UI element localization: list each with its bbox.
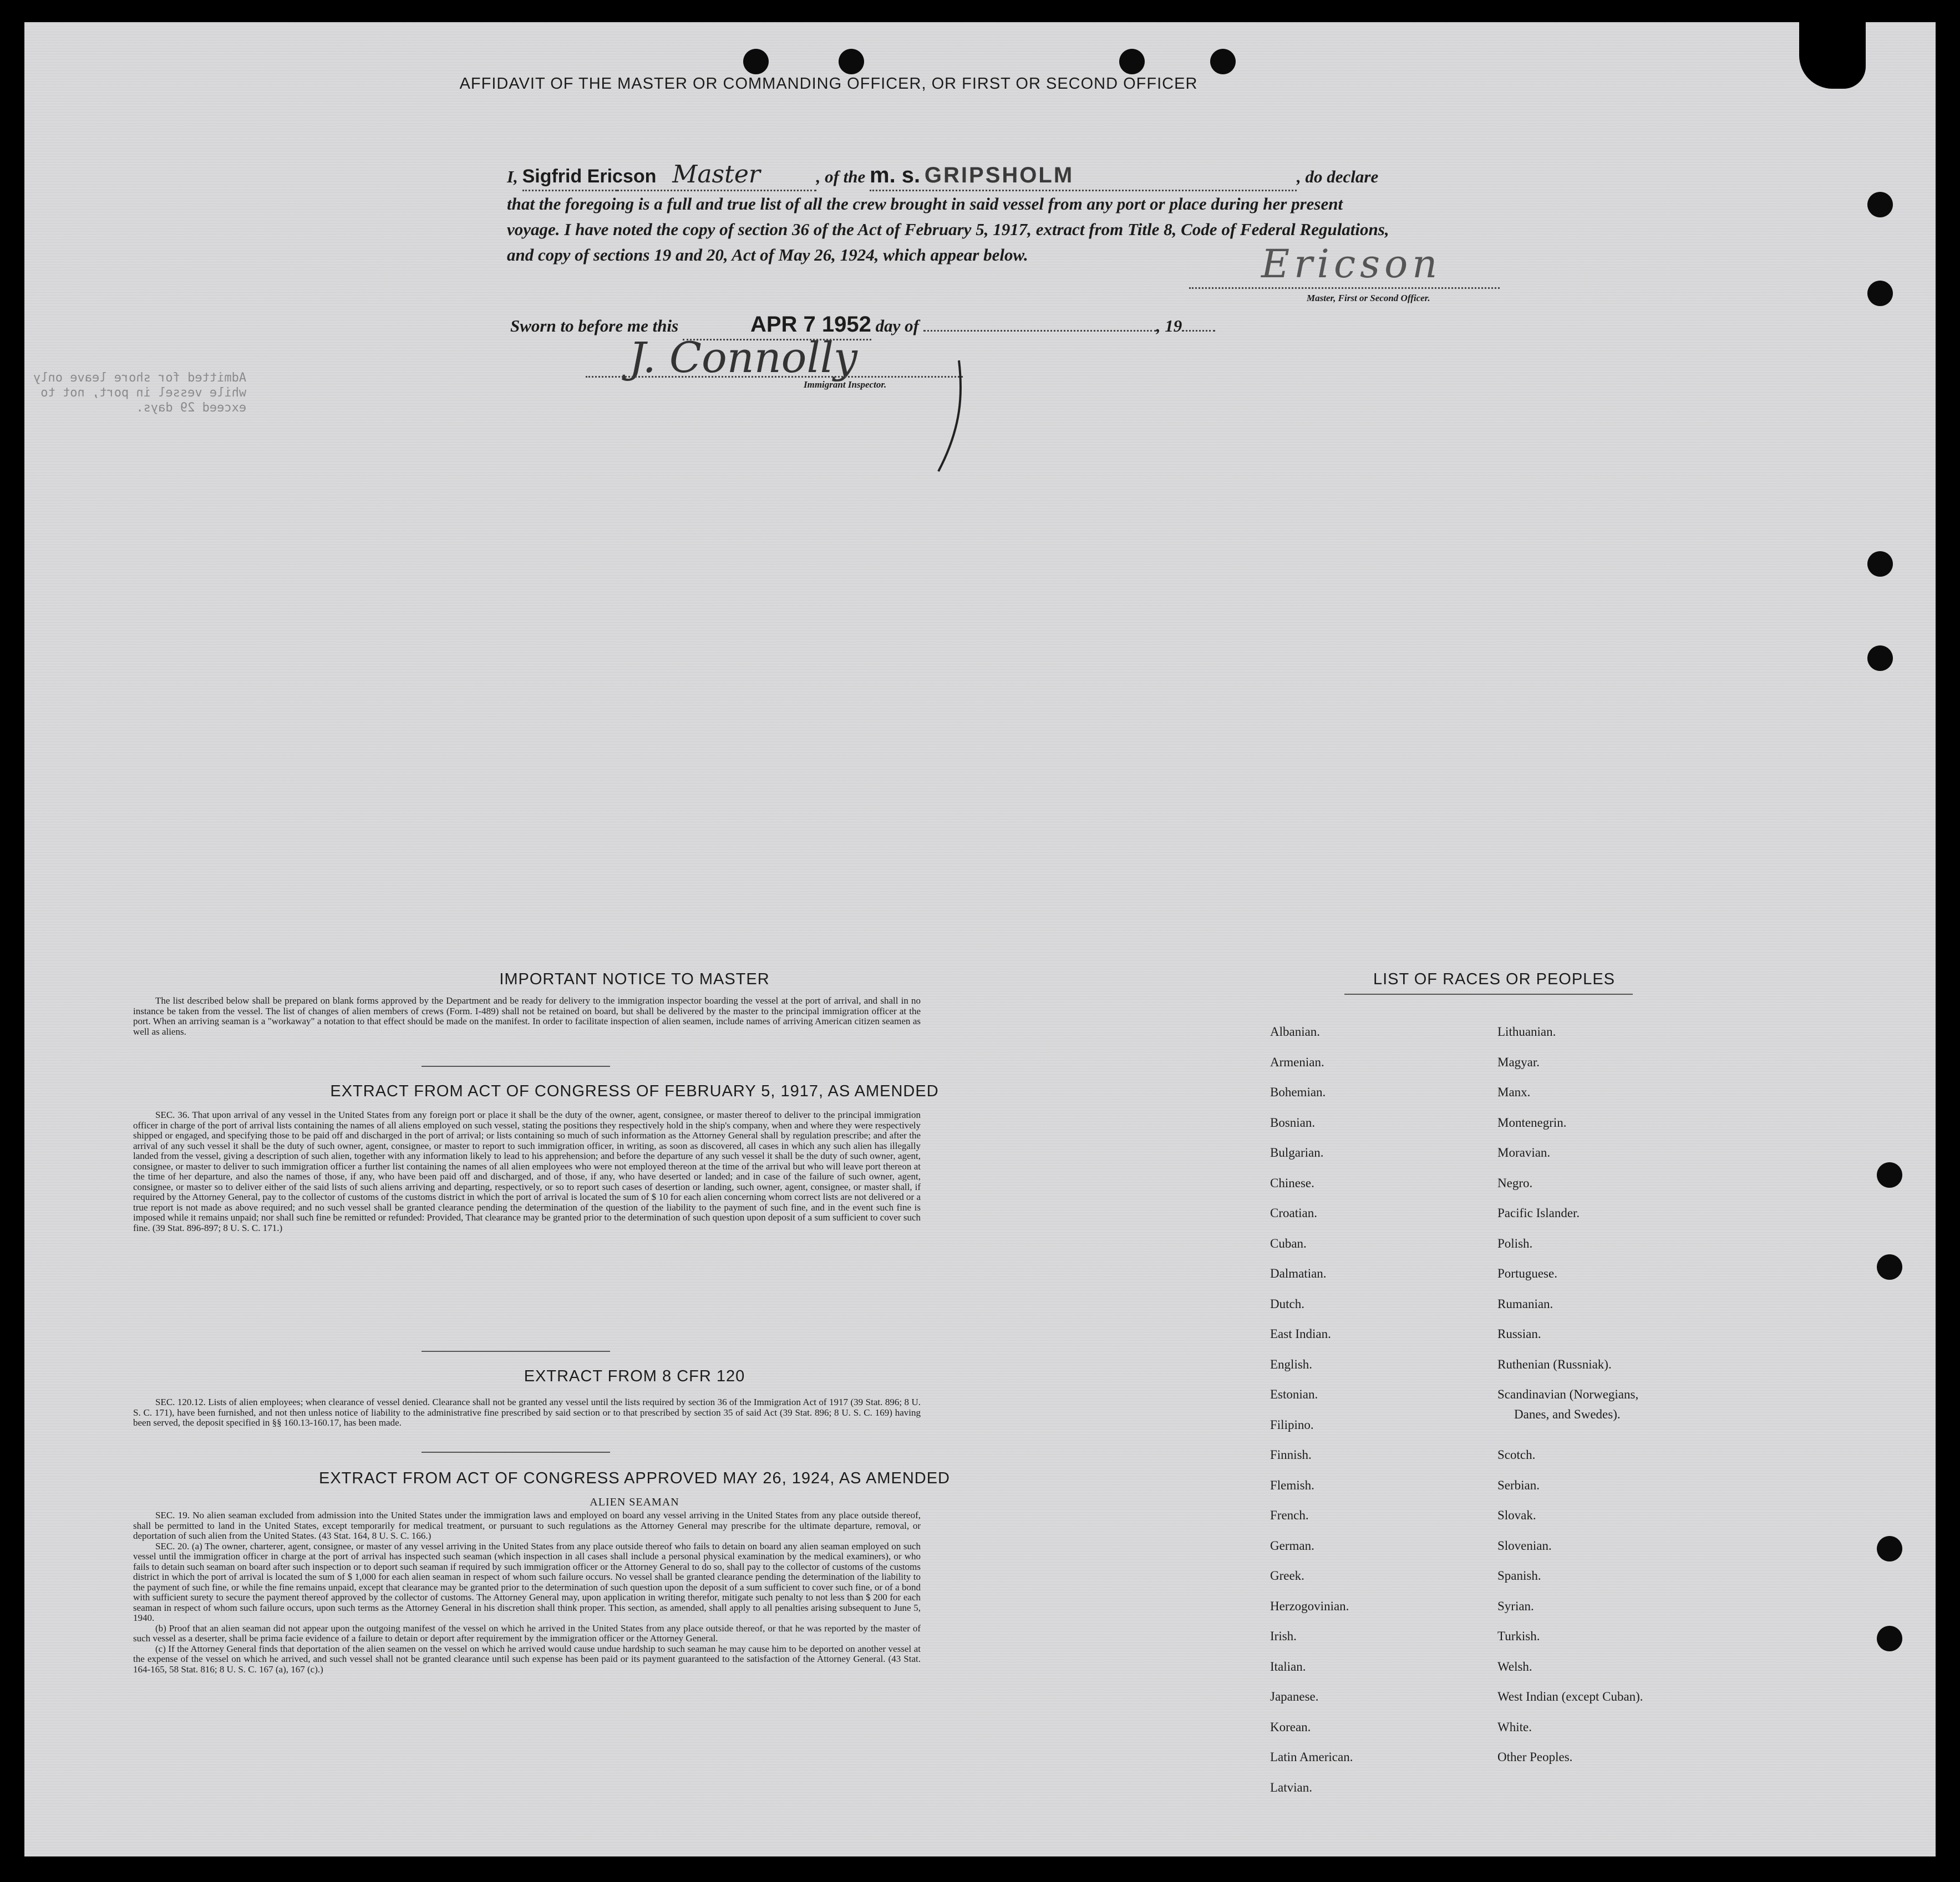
race-item: Scandinavian (Norwegians, (1497, 1387, 1639, 1401)
extract-1917-title: EXTRACT FROM ACT OF CONGRESS OF FEBRUARY 5, 1917, AS AMENDED (330, 1082, 939, 1100)
punch-hole (1210, 49, 1236, 74)
sworn-line: Sworn to before me this APR 7 1952 day of , 19 (510, 312, 1215, 340)
extract-1924-subtitle: ALIEN SEAMAN (590, 1496, 679, 1508)
punch-hole (743, 49, 769, 74)
race-item: Albanian. (1270, 1025, 1321, 1039)
race-item: Herzogovinian. (1270, 1599, 1349, 1613)
race-item: Finnish. (1270, 1448, 1312, 1462)
vessel-field (870, 162, 1297, 191)
punch-hole (839, 49, 864, 74)
race-item: Estonian. (1270, 1387, 1318, 1401)
race-item: Dalmatian. (1270, 1266, 1327, 1280)
punch-hole (1119, 49, 1145, 74)
officer-name: Sigfrid Ericson (522, 166, 657, 187)
affidavit-line-2: that the foregoing is a full and true list of all the crew brought in said vessel from any port or place during her present (507, 194, 1343, 213)
extract-1924-title: EXTRACT FROM ACT OF CONGRESS APPROVED MAY 26, 1924, AS AMENDED (319, 1469, 950, 1487)
race-item: Welsh. (1497, 1659, 1532, 1674)
notice-title: IMPORTANT NOTICE TO MASTER (499, 970, 770, 988)
divider (422, 1066, 610, 1067)
race-item: Magyar. (1497, 1055, 1540, 1069)
extract-cfr-text: SEC. 120.12. Lists of alien employees; when clearance of vessel denied. Clearance shall not be granted any vessel until the lists required by section 36 of the Immigration Act of 1917 (39 Stat. 896; 8 U. S. C. 171), have been furnished, and not then unless notice of liability to the administrative fine prescribed by said section or to that prescribed by section 35 of said Act (39 Stat. 896; 8 U. S. C. 169) having been served, the deposit specified in §§ 160.13-160.17, has been made. (133, 1397, 921, 1428)
race-item: Portuguese. (1497, 1266, 1557, 1280)
affidavit-line-4: and copy of sections 19 and 20, Act of May 26, 1924, which appear below. (507, 245, 1028, 265)
race-item: Bulgarian. (1270, 1146, 1324, 1159)
races-title: LIST OF RACES OR PEOPLES (1373, 970, 1616, 988)
race-item: Korean. (1270, 1720, 1311, 1734)
officer-rank-field (617, 162, 816, 191)
race-item: Cuban. (1270, 1236, 1307, 1250)
punch-hole (1877, 1162, 1902, 1188)
divider (422, 1351, 610, 1352)
race-item: Greek. (1270, 1569, 1304, 1583)
race-item: Syrian. (1497, 1599, 1534, 1613)
race-item: Slovenian. (1497, 1538, 1552, 1553)
signature-stroke (934, 355, 967, 477)
race-item: Pacific Islander. (1497, 1206, 1580, 1220)
race-item: Italian. (1270, 1659, 1306, 1674)
race-item: Latin American. (1270, 1750, 1353, 1764)
race-item: Bohemian. (1270, 1085, 1326, 1099)
race-item: Bosnian. (1270, 1115, 1316, 1130)
race-item: Flemish. (1270, 1478, 1314, 1492)
race-item: Scotch. (1497, 1448, 1536, 1462)
vessel-prefix: m. s. (870, 163, 921, 187)
affidavit-line-3: voyage. I have noted the copy of section 36 of the Act of February 5, 1917, extract from Title 8, Code of Federal Regulations, (507, 220, 1389, 239)
divider (422, 1452, 610, 1453)
punch-hole (1877, 1626, 1902, 1651)
race-item: German. (1270, 1538, 1314, 1553)
affidavit-line-1: I, Sigfrid Ericson Master , of the m. s. GRIPSHOLM , do declare (507, 162, 1572, 191)
punch-hole (1867, 645, 1893, 671)
race-item: Turkish. (1497, 1629, 1540, 1643)
punch-hole (1867, 192, 1893, 217)
race-item: Dutch. (1270, 1296, 1304, 1311)
extract-cfr-title: EXTRACT FROM 8 CFR 120 (524, 1367, 745, 1385)
master-signature: Ericson (1261, 241, 1442, 287)
affidavit-title: AFFIDAVIT OF THE MASTER OR COMMANDING OFFICER, OR FIRST OR SECOND OFFICER (459, 75, 1198, 93)
officer-rank: Master (672, 160, 760, 189)
race-item: Montenegrin. (1497, 1115, 1567, 1130)
race-item: Irish. (1270, 1629, 1297, 1643)
race-item: West Indian (except Cuban). (1497, 1690, 1643, 1703)
race-item: Latvian. (1270, 1780, 1312, 1794)
master-signature-line (1189, 287, 1500, 289)
date-stamp: APR 7 1952 (750, 312, 871, 337)
race-item: Negro. (1497, 1176, 1533, 1190)
master-caption: Master, First or Second Officer. (1307, 293, 1430, 303)
month-field (923, 330, 1156, 332)
inspector-signature: J. Connolly (629, 333, 857, 382)
race-item: East Indian. (1270, 1327, 1331, 1341)
race-item: Other Peoples. (1497, 1750, 1573, 1764)
punch-hole (1867, 281, 1893, 306)
punch-hole (1877, 1536, 1902, 1561)
race-item: French. (1270, 1508, 1309, 1522)
race-item: White. (1497, 1720, 1532, 1734)
document-page (24, 22, 1936, 1856)
race-item: Filipino. (1270, 1417, 1314, 1432)
divider (1344, 994, 1633, 995)
extract-1924-text: SEC. 19. No alien seaman excluded from admission into the United States under the immigration laws and employed on board any vessel arriving in the United States from any place outside thereof, shall be permitted to land in the United States, except temporarily for medical treatment, or pursuant to such regulations as the Attorney General may prescribe for the ultimate departure, removal, or deportation of such alien from the United States. (43 Stat. 164, 8 U. S. C. 166.) SEC. 20. (a) The owner, charterer, agent, consignee, or master of any vessel arriving in the United States from any place outside thereof who fails to detain on board any alien seaman employed on such vessel until the immigration officer in charge at the port of arrival has inspected such seaman (which inspection in all cases shall include a personal physical examination by the medical examiners), or who fails to detain such seaman on board after such inspection or to deport such seaman if required by such immigration officer or the Attorney General to do so, shall pay to the collector of customs of the customs district in which the port of arrival is located the sum of $ 1,000 for each alien seaman in respect of whom such failure occurs. No vessel shall be granted clearance pending the determination of the liability to the payment of such fine, or while the fine remains unpaid, except that clearance may be granted prior to the determination of such question upon the deposit of a sum sufficient to cover such fine, or of a bond with sufficient surety to secure the payment thereof approved by the collector of customs. The Attorney General may, upon application in writing therefor, mitigate such penalty to not less than $ 200 for each seaman in respect of whom such failure occurs, upon such terms as the Attorney General in his discretion shall think proper. This section, as amended, shall apply to all penalties arising subsequent to June 5, 1940. (b) Proof that an alien seaman did not appear upon the outgoing manifest of the vessel on which he arrived in the United States from any place outside thereof, or that he was reported by the master of such vessel as a deserter, shall be prima facie evidence of a failure to detain or deport after requirement by the immigration officer or the Attorney General. (c) If the Attorney General finds that deportation of the alien seamen on the vessel on which he arrived would cause undue hardship to such seaman he may cause him to be deported on another vessel at the expense of the vessel on which he arrived, and such vessel shall not be granted clearance until such expense has been paid or its payment guaranteed to the satisfaction of the Attorney General. (43 Stat. 164-165, 58 Stat. 816; 8 U. S. C. 167 (a), 167 (c).) (133, 1510, 921, 1675)
punch-hole (1867, 551, 1893, 577)
race-item: Armenian. (1270, 1055, 1324, 1069)
race-item: Serbian. (1497, 1478, 1540, 1492)
notice-text: The list described below shall be prepared on blank forms approved by the Department and be ready for delivery to the immigration inspector boarding the vessel at the port of arrival, and shall in no instance be taken from the vessel. The list of changes of alien members of crews (Form. I-489) shall not be retained on board, but shall be delivered by the master to the principal immigration officer at the port. When an arriving seaman is a "workaway" a notation to that effect should be made on the manifest. In order to facilitate inspection of alien seamen, include names of arriving American citizen seamen as well as aliens. (133, 995, 921, 1037)
extract-1917-text: SEC. 36. That upon arrival of any vessel in the United States from any foreign port or place it shall be the duty of the owner, agent, consignee, or master thereof to deliver to the principal immigration officer in charge of the port of arrival lists containing the names of all aliens employed on such vessel, stating the positions they respectively hold in the ship's company, when and where they were respectively shipped or engaged, and specifying those to be paid off and discharged in the port of arrival; or lists containing so much of such information as the Attorney General shall by regulation prescribe; and after the arrival of any such vessel it shall be the duty of such owner, agent, consignee, or master to report to such immigration officer, in writing, as soon as discovered, all cases in which any such alien has illegally landed from the vessel, giving a description of such alien, together with any information likely to lead to his apprehension; and before the departure of any such vessel it shall be the duty of such owner, agent, consignee, or master to deliver to such immigration officer a further list containing the names of all alien employees who were not employed thereon at the time of the arrival but who will leave port thereon at the time of her departure, and also the names of those, if any, who have been paid off and discharged, and of those, if any, who have deserted or landed; and in case of the failure of such owner, agent, consignee, or master so to deliver either of the said lists of such aliens arriving and departing, respectively, or so to report such cases of desertion or landing, such owner, agent, consignee, or master shall, if required by the Attorney General, pay to the collector of customs of the customs district in which the port of arrival is located the sum of $ 10 for each alien concerning whom correct lists are not delivered or a true report is not made as above required; and no such vessel shall be granted clearance pending the determination of the question of the liability to the payment of such fine, and in the event such fine is imposed while it remains unpaid; nor shall such fine be remitted or refunded: Provided, That clearance may be granted prior to the determination of such question upon deposit of a sum sufficient to cover such fine. (39 Stat. 896-897; 8 U. S. C. 171.) (133, 1110, 921, 1233)
race-item: Russian. (1497, 1327, 1541, 1341)
year-field (1182, 330, 1215, 332)
inspector-caption: Immigrant Inspector. (804, 379, 887, 390)
race-item: Ruthenian (Russniak). (1497, 1357, 1612, 1371)
punch-hole (1877, 1254, 1902, 1280)
officer-name-field (522, 164, 657, 191)
inspector-signature-line (586, 376, 963, 378)
corner-damage (1799, 22, 1866, 89)
shore-leave-stamp: Admitted for shore leave only while vessel in port, not to exceed 29 days. (33, 371, 247, 415)
race-item: Croatian. (1270, 1206, 1317, 1220)
race-item: Danes, and Swedes). (1514, 1407, 1621, 1421)
race-item: Japanese. (1270, 1690, 1319, 1703)
race-item: Spanish. (1497, 1569, 1541, 1583)
vessel-name: GRIPSHOLM (924, 163, 1074, 187)
race-item: Lithuanian. (1497, 1025, 1556, 1039)
race-item: Polish. (1497, 1236, 1533, 1250)
race-item: Slovak. (1497, 1508, 1536, 1522)
race-item: Rumanian. (1497, 1296, 1553, 1311)
race-item: Moravian. (1497, 1146, 1551, 1159)
race-item: Chinese. (1270, 1176, 1314, 1190)
race-item: Manx. (1497, 1085, 1531, 1099)
race-item: English. (1270, 1357, 1313, 1371)
